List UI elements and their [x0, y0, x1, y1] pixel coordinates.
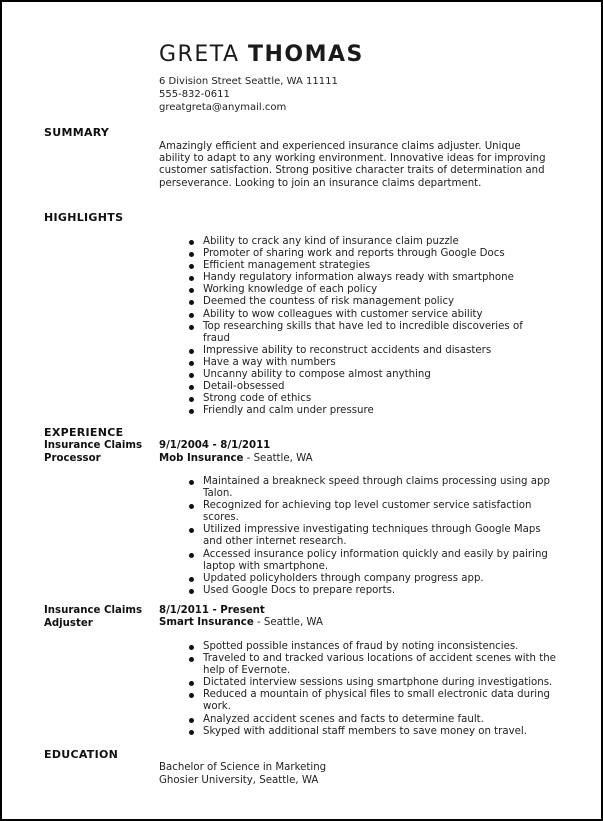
job-dates: 8/1/2011 - Present — [159, 605, 265, 616]
list-item: Impressive ability to reconstruct accidents and disasters — [188, 345, 543, 357]
company-name: Mob Insurance — [159, 453, 244, 464]
job-bullets — [188, 476, 563, 597]
list-item: Maintained a breakneck speed through claims processing using app Talon. — [188, 476, 563, 500]
list-item: Detail-obsessed — [188, 381, 543, 393]
summary-text: Amazingly efficient and experienced insurance claims adjuster. Unique ability to adapt to any working environment. Innovative ideas for improving customer satisfaction. Strong positive character traits of determination and perseverance. Looking to join an insurance claims department. — [159, 141, 546, 189]
education-degree: Bachelor of Science in Marketing — [159, 762, 327, 773]
list-item: Reduced a mountain of physical files to small electronic data during work. — [188, 689, 563, 713]
list-item: Friendly and calm under pressure — [188, 405, 543, 417]
address: 6 Division Street Seattle, WA 11111 — [159, 76, 338, 87]
list-item: Used Google Docs to prepare reports. — [188, 585, 563, 597]
company-location: - Seattle, WA — [253, 617, 323, 628]
job-title: Insurance Claims Adjuster — [44, 605, 143, 629]
company-name: Smart Insurance — [159, 617, 254, 628]
job-company — [159, 453, 313, 466]
list-item: Ability to wow colleagues with customer service ability — [188, 309, 543, 321]
summary-heading: SUMMARY — [44, 126, 110, 139]
list-item: Efficient management strategies — [188, 260, 543, 272]
phone: 555-832-0611 — [159, 89, 230, 100]
list-item: Working knowledge of each policy — [188, 284, 543, 296]
list-item: Strong code of ethics — [188, 393, 543, 405]
candidate-name — [159, 42, 364, 68]
email: greatgreta@anymail.com — [159, 102, 287, 113]
list-item: Uncanny ability to compose almost anything — [188, 369, 543, 381]
list-item: Skyped with additional staff members to save money on travel. — [188, 726, 563, 738]
list-item: Spotted possible instances of fraud by noting inconsistencies. — [188, 641, 563, 653]
list-item: Updated policyholders through company progress app. — [188, 573, 563, 585]
list-item: Analyzed accident scenes and facts to determine fault. — [188, 714, 563, 726]
experience-heading: EXPERIENCE — [44, 426, 124, 439]
first-name: GRETA — [159, 42, 240, 67]
list-item: Top researching skills that have led to incredible discoveries of fraud — [188, 321, 543, 345]
highlights-list — [188, 236, 543, 417]
job-company — [159, 617, 323, 630]
list-item: Recognized for achieving top level customer service satisfaction scores. — [188, 500, 563, 524]
job-title: Insurance Claims Processor — [44, 440, 143, 464]
education-heading: EDUCATION — [44, 748, 119, 761]
list-item: Deemed the countess of risk management policy — [188, 296, 543, 308]
list-item: Handy regulatory information always ready with smartphone — [188, 272, 543, 284]
education-school: Ghosier University, Seattle, WA — [159, 775, 319, 786]
last-name: THOMAS — [248, 42, 364, 67]
list-item: Ability to crack any kind of insurance claim puzzle — [188, 236, 543, 248]
list-item: Utilized impressive investigating techniques through Google Maps and other internet research. — [188, 524, 563, 548]
job-dates: 9/1/2004 - 8/1/2011 — [159, 440, 271, 451]
company-location: - Seattle, WA — [243, 453, 313, 464]
job-bullets — [188, 641, 563, 738]
list-item: Promoter of sharing work and reports through Google Docs — [188, 248, 543, 260]
list-item: Accessed insurance policy information quickly and easily by pairing laptop with smartphone. — [188, 549, 563, 573]
list-item: Dictated interview sessions using smartphone during investigations. — [188, 677, 563, 689]
list-item: Traveled to and tracked various locations of accident scenes with the help of Evernote. — [188, 653, 563, 677]
list-item: Have a way with numbers — [188, 357, 543, 369]
highlights-heading: HIGHLIGHTS — [44, 211, 124, 224]
